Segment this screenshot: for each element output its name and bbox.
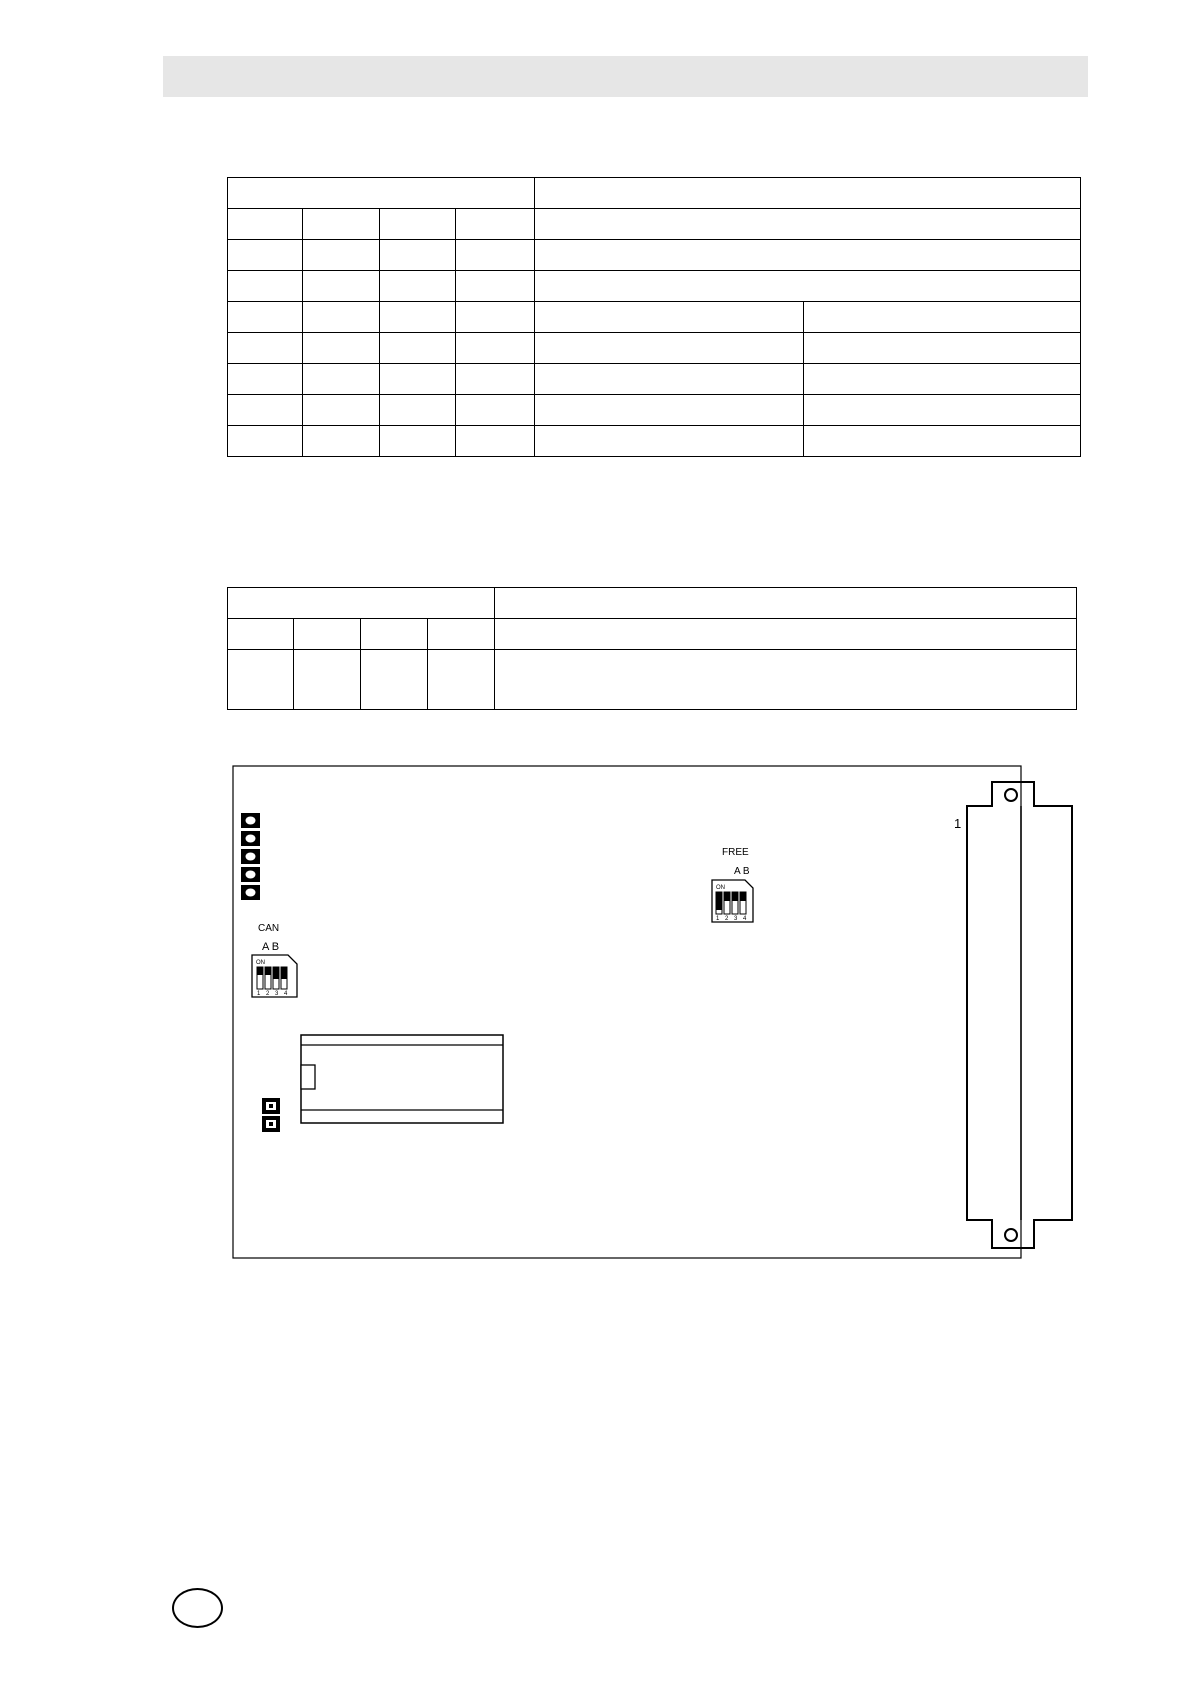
led-indicators (241, 813, 260, 900)
can-dip-on-label: ON (256, 960, 265, 966)
jumper-pins (262, 1098, 280, 1132)
edge-connector (954, 782, 1072, 1248)
board-outline (233, 766, 1021, 1258)
free-dip-on-label: ON (716, 885, 725, 891)
free-dip-switch (712, 847, 753, 922)
free-dip-numbers: 1 2 3 4 (716, 916, 749, 922)
connector-pin-label: 1 (954, 816, 962, 831)
free-switch-label: FREE (722, 847, 749, 858)
free-switch-ab-label: A B (734, 866, 750, 877)
can-switch-label: CAN (258, 923, 280, 934)
module-chip (301, 1035, 503, 1123)
can-dip-switch (252, 923, 297, 997)
language-badge (172, 1588, 223, 1628)
can-switch-ab-label: A B (262, 941, 280, 953)
can-dip-numbers: 1 2 3 4 (257, 991, 290, 997)
